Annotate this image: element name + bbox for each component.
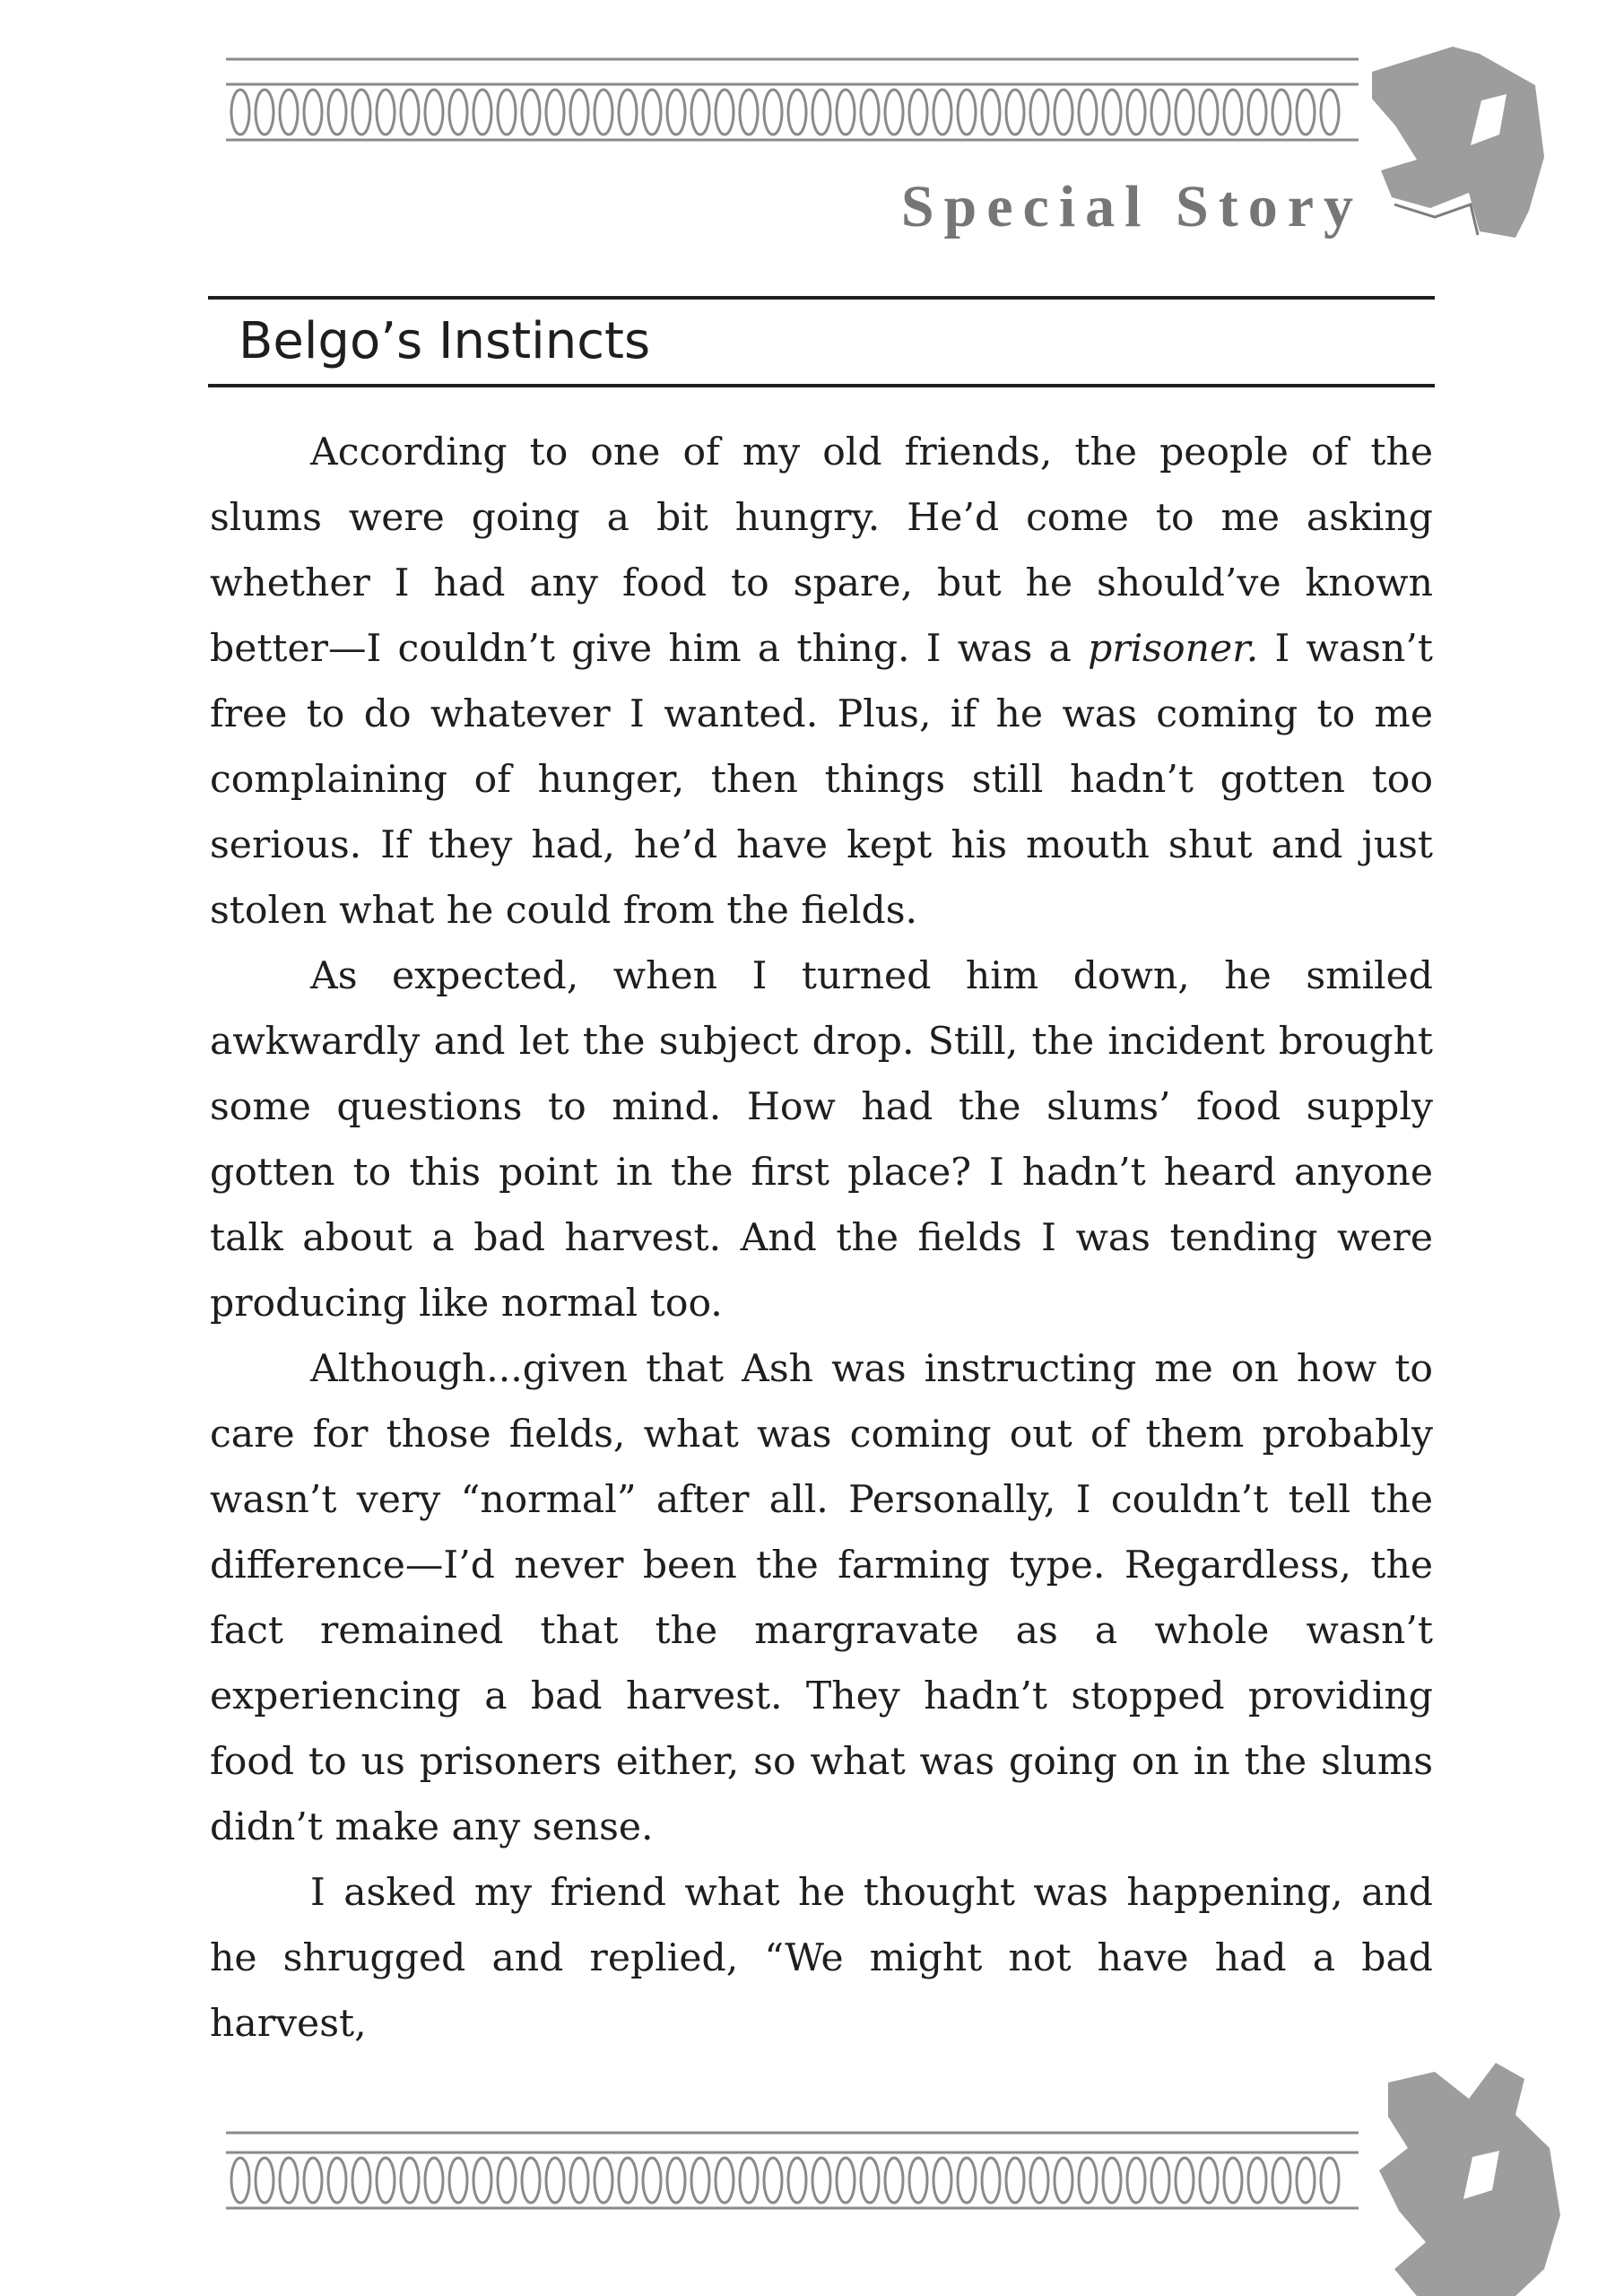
bottom-border-ornament (226, 2133, 1359, 2208)
paragraph: Although...given that Ash was instructing me on how to care for those fields, what was coming out of them probably wasn’t very “normal” after all. Personally, I couldn’t tell the difference—I’d never been the farming type. Regardless, the fact remained that the margravate as a whole wasn’t experiencing a bad harvest. They hadn’t stopped providing food to us prisoners either, so what was going on in the slums didn’t make any sense. (210, 1347, 1433, 1849)
emphasized-word: prisoner. (1088, 627, 1259, 671)
paragraph (210, 420, 1433, 944)
title-rule-bottom (208, 384, 1435, 387)
paragraph-text: I wasn’t free to do whatever I wanted. Plus, if he was coming to me complaining of hunger, then things still hadn’t gotten too serious. If they had, he’d have kept his mouth shut and just stolen what he could from the fields. (210, 627, 1433, 933)
bottom-corner-emblem-icon (1379, 2063, 1560, 2296)
paragraph-text: According to one of my old friends, the people of the slums were going a bit hungry. He’d come to me asking whether I had any food to spare, but he should’ve known better—I couldn’t give him a thing. I was a (210, 430, 1433, 671)
paragraph: I asked my friend what he thought was happening, and he shrugged and replied, “We might not have had a bad harvest, (210, 1871, 1433, 2046)
top-corner-emblem-icon (1372, 47, 1544, 238)
title-rule-top (208, 296, 1435, 300)
chapter-title: Belgo’s Instincts (239, 312, 651, 370)
running-head: Special Story (900, 174, 1363, 239)
paragraph: As expected, when I turned him down, he smiled awkwardly and let the subject drop. Still, the incident brought some questions to mind. How had the slums’ food supply gotten to this point in the first place? I hadn’t heard anyone talk about a bad harvest. And the fields I was tending were producing like normal too. (210, 954, 1433, 1326)
body-text (210, 420, 1433, 2057)
top-border-ornament (226, 59, 1359, 140)
